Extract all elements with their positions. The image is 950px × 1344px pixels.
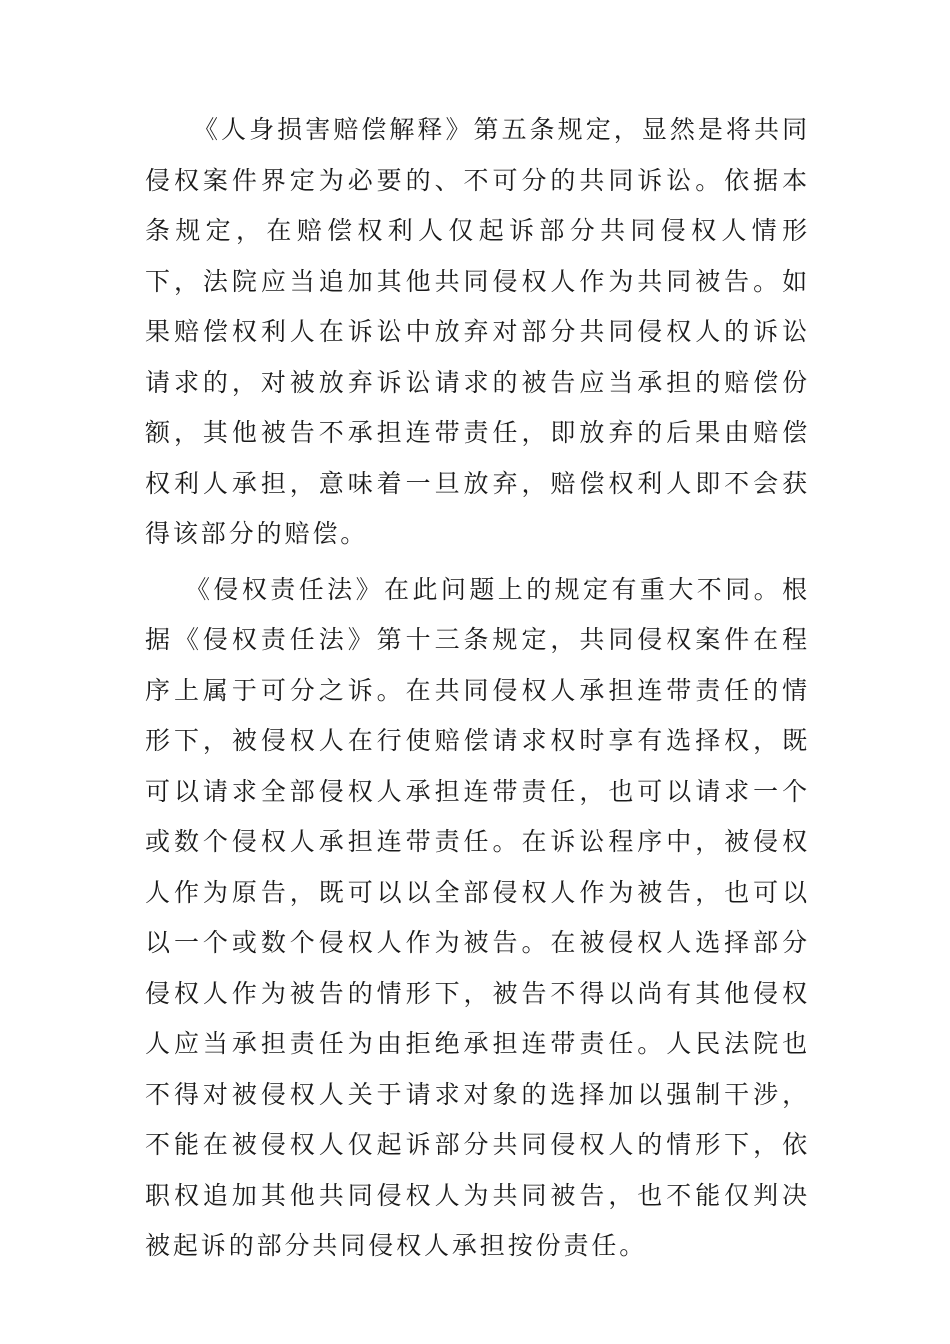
paragraph-personal-injury-interpretation: 《人身损害赔偿解释》第五条规定，显然是将共同侵权案件界定为必要的、不可分的共同诉讼。依据本条规定，在赔偿权利人仅起诉部分共同侵权人情形下，法院应当追加其他共同侵权人作为共同被告。如果赔偿权利人在诉讼中放弃对部分共同侵权人的诉讼请求的，对被放弃诉讼请求的被告应当承担的赔偿份额，其他被告不承担连带责任，即放弃的后果由赔偿权利人承担，意味着一旦放弃，赔偿权利人即不会获得该部分的赔偿。 xyxy=(145,115,810,548)
document-body xyxy=(145,105,810,1272)
paragraph-tort-liability-law: 《侵权责任法》在此问题上的规定有重大不同。根据《侵权责任法》第十三条规定，共同侵权案件在程序上属于可分之诉。在共同侵权人承担连带责任的情形下，被侵权人在行使赔偿请求权时享有选择权，既可以请求全部侵权人承担连带责任，也可以请求一个或数个侵权人承担连带责任。在诉讼程序中，被侵权人作为原告，既可以以全部侵权人作为被告，也可以以一个或数个侵权人作为被告。在被侵权人选择部分侵权人作为被告的情形下，被告不得以尚有其他侵权人应当承担责任为由拒绝承担连带责任。人民法院也不得对被侵权人关于请求对象的选择加以强制干涉，不能在被侵权人仅起诉部分共同侵权人的情形下，依职权追加其他共同侵权人为共同被告，也不能仅判决被起诉的部分共同侵权人承担按份责任。 xyxy=(145,574,810,1260)
